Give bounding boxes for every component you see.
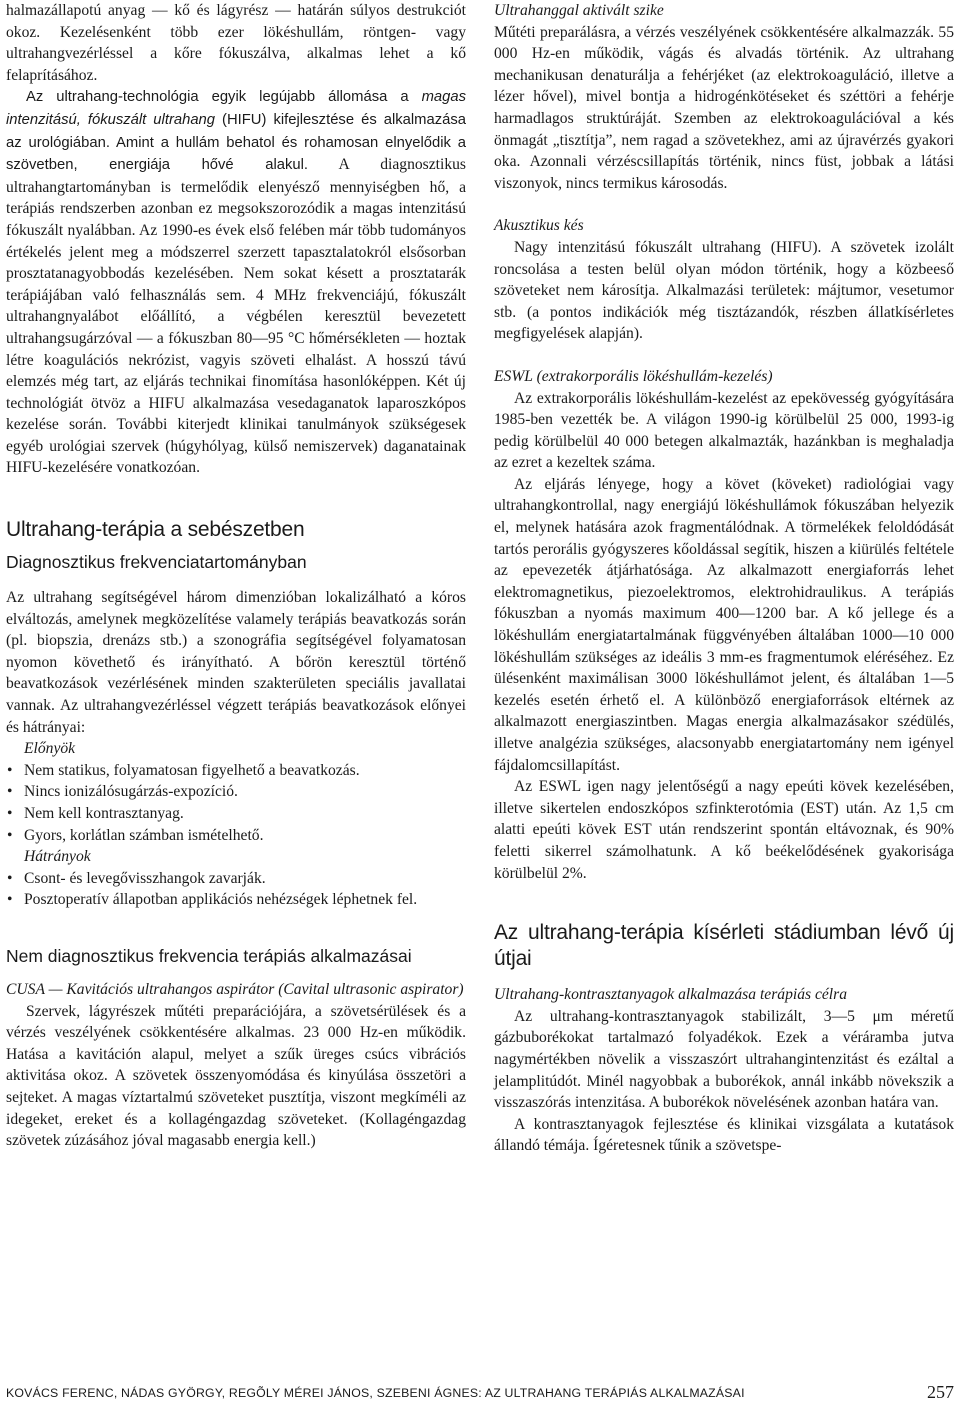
subsection-heading: Diagnosztikus frekvenciatartományban — [6, 552, 307, 573]
topic-heading: Ultrahang-kontrasztanyagok alkalmazása terápiás célra — [494, 986, 847, 1004]
list-item — [6, 868, 466, 890]
list-item-text: Gyors, korlátlan számban ismételhető. — [24, 826, 264, 844]
text-span: A diagnosztikus ultrahangtartományban is termelődik elenyésző mennyiségben hő, a terápiás rendszerben azonban ez megsokszorozódik a magas intenzitású fókuszált nyalábban. Az 1990-es évek első felében már több tudományos értékelés jelent meg a módszerrel szerzett tapasztalatokról elsősorban prosztatanagyobbodás kezelésében. Nem sokat késett a prosztatarák terápiájában való felhasználás sem. 4 MHz frekvenciájú, fókuszált ultrahangnyalábot előállító, a végbélen keresztül bevezetett ultrahangsugárzóval — a fókuszban 80—95 °C hőmérsékleten — hoztak létre koagulációs nekrózist, vagyis szöveti elhalást. A hosszú távú elemzés még tart, az eljárás technikai finomítása hasonlóképpen. Két új technológiát ötvöz a HIFU alkalmazása vesedaganatok laparoszkópos kezelése során. További kiterjedt klinikai tanulmányok szükségesek egyéb urológiai szervek (húgyhólyag, külső nemiszervek) daganatainak HIFU-kezelésére vonatkozóan. — [6, 156, 466, 477]
list-item-text: Posztoperatív állapotban applikációs nehézségek léphetnek fel. — [24, 891, 418, 909]
left-column — [6, 0, 466, 1152]
list-item-text: Nincs ionizálósugárzás-expozíció. — [24, 783, 238, 801]
paragraph: Szervek, lágyrészek műtéti preparációjára, a szövetsérülések és a vérzés veszélyének csökkentésére alkalmas. 23 000 Hz-en működik. Hatása a kavitáción alapul, melyet a szűk üreges csúcs vibrációs aktivitása okoz. A szövetek összenyomódása és kinyúlása összetöri a sejteket. A magas víztartalmú szöveteket pusztítja, viszont megkíméli az idegeket, ereket és a kollagéngazdag szöveteket. (Kollagéngazdag szövetek zúzásához jóval magasabb energia kell.) — [6, 1002, 466, 1150]
section-heading: Ultrahang-terápia a sebészetben — [6, 518, 305, 542]
list-item — [6, 781, 466, 803]
bullet-icon: • — [7, 891, 13, 909]
right-column — [494, 0, 954, 1157]
paragraph: Műtéti preparálásra, a vérzés veszélyének csökkentésére alkalmazzák. 55 000 Hz-en működik, vágás és alvadás történik. Az ultrahang mechanikusan denaturálja a fehérjéket (az elektrokoaguláció, illetve a lézer hővel), mivel bontja a hidrogénkötéseket és széttöri a fehérje harmadlagos struktúráját. Szemben az elektrokoagulációval a kés önmagát „tisztítja”, nem ragad a szövetekhez, ami az újravérzés gyakori oka. Azonnali vérzéscsillapítás történik, nincs füst, jobbak a látási viszonyok, nincs termikus károsodás. — [494, 23, 954, 192]
list-item — [6, 825, 466, 847]
paragraph: halmazállapotú anyag — kő és lágyrész — határán súlyos destrukciót okoz. Kezelésenként több ezer lökéshullám, röntgen- vagy ultrahangvezérléssel a kőre fókuszálva, alkalmas lehet a kő felaprításához. — [6, 2, 466, 84]
advantages-label: Előnyök — [24, 740, 76, 758]
section-heading: Az ultrahang-terápia kísérleti stádiumban lévő új útjai — [494, 921, 954, 971]
list-item-text: Nem kell kontrasztanyag. — [24, 805, 184, 822]
bullet-icon: • — [7, 869, 13, 887]
paragraph: A kontrasztanyagok fejlesztése és klinikai vizsgálata a kutatások állandó témája. Ígéretesnek tűnik a szövetspe- — [494, 1115, 954, 1155]
topic-heading: ESWL (extrakorporális lökéshullám-kezelés) — [494, 367, 773, 385]
list-item-text: Nem statikus, folyamatosan figyelhető a beavatkozás. — [24, 761, 360, 779]
list-item — [6, 889, 466, 911]
topic-heading: Akusztikus kés — [494, 217, 584, 235]
paragraph: Az extrakorporális lökéshullám-kezelést az epekövesség gyógyítására 1985-ben vezették be. A világon 1990-ig körülbelül 25 000, 1993-ig pedig körülbelül 40 000 betegen alkalmazták, hazánkban is meghaladja az ezret a kezeltek száma. — [494, 389, 954, 472]
list-item — [6, 803, 466, 825]
paragraph: Az ultrahang segítségével három dimenzióban lokalizálható a kóros elváltozás, amelynek megközelítése valamely terápiás beavatkozás során (pl. biopszia, drenázs stb.) a szonográfia segítségével folyamatosan nyomon követhető és irányítható. A bőrön keresztül történő beavatkozások vezérlésének minden szakterületen speciális javallatai vannak. Az ultrahangvezérléssel végzett terápiás beavatkozások előnyei és hátrányai: — [6, 589, 466, 736]
bullet-icon: • — [7, 783, 13, 801]
list-item-text: Csont- és levegővisszhangok zavarják. — [24, 869, 266, 887]
text-span: Az ultrahang-technológia egyik legújabb állomása a — [26, 89, 422, 106]
running-footer: KOVÁCS FERENC, NÁDAS GYÖRGY, REGÕLY MÉREI JÁNOS, SZEBENI ÁGNES: AZ ULTRAHANG TERÁPIÁS ALKALMAZÁSAI — [6, 1386, 745, 1400]
paragraph: Nagy intenzitású fókuszált ultrahang (HIFU). A szövetek izolált roncsolása a testen belül olyan módon történik, hogy a közbeeső szöveteket nem károsítja. Alkalmazási területek: májtumor, vesetumor stb. (a pontos indikációk még tisztázandók, részben állatkísérletes megfigyelések alapján). — [494, 238, 954, 343]
page-number: 257 — [927, 1382, 954, 1402]
list-item — [6, 760, 466, 782]
bullet-icon: • — [7, 805, 13, 822]
text-span: (HIFU) kifejlesztése és alkalmazása az urológiában. Amint a hullám behatol és rohamosan elnyelődik a szövetben, energiája hővé alakul. — [6, 111, 466, 174]
topic-heading: CUSA — Kavitációs ultrahangos aspirátor (Cavital ultrasonic aspirator) — [6, 980, 464, 998]
paragraph: Az eljárás lényege, hogy a követ (köveket) radiológiai vagy ultrahangkontrollal, nagy energiájú lökéshullámok fókuszában helyezik el, melynek hatására azok fragmentálódnak. A törmelékek feloldódását tartós perorális gyógyszeres kőoldással segítik, hiszen a kiürülés feltétele az epevezeték átjárhatósága. Az alkalmazott energiaforrás lehet elektromagnetikus, piezoelektromos, elektrohidraulikus. A terápiás fókuszban a nyomás maximum 400—1200 bar. A kő jellege és a lökéshullám energiatartalmának függvényében általában 1000—10 000 lökéshullám szükséges az ideális 3 mm-es fragmentumok eléréséhez. Ez ülésenként maximálisan 3000 lökéshullámot jelent, és általában 1—5 kezelés esetén érhető el. A különböző energiaforrások eltérnek az alkalmazott energiaszintben. Magas energia alkalmazásakor szédülés, illetve analgézia szükséges, alacsonyabb energiatartomány nem igényel fájdalomcsillapítást. — [494, 475, 954, 774]
paragraph — [6, 86, 466, 479]
bullet-icon: • — [7, 761, 13, 779]
paragraph: Az ultrahang-kontrasztanyagok stabilizált, 3—5 μm méretű gázbuborékokat tartalmazó folyadékok. Ezek a véráramba jutva nagymértékben növelik a visszaszórt ultrahangintenzitást és ezáltal a jelamplitúdót. Minél nagyobbak a buborékok, annál inkább növekszik a visszaszórás intenzitása. A buborékok növelésének azonban határa van. — [494, 1007, 954, 1112]
paragraph: Az ESWL igen nagy jelentőségű a nagy epeúti kövek kezelésében, illetve sikertelen endoszkópos szfinkterotómia (EST) után. Az 1,5 cm alatti epeúti kövek EST után rendszerint spontán eltávoznak, és 90% feletti sikerrel számolhatunk. A kő beékelődésének gyakorisága körülbelül 2%. — [494, 778, 954, 882]
emphasis: magas intenzitású, fókuszált ultrahang — [6, 89, 466, 128]
bullet-icon: • — [7, 826, 13, 844]
disadvantages-label: Hátrányok — [24, 848, 91, 866]
topic-heading: Ultrahanggal aktivált szike — [494, 2, 664, 19]
subsection-heading: Nem diagnosztikus frekvencia terápiás alkalmazásai — [6, 945, 412, 966]
